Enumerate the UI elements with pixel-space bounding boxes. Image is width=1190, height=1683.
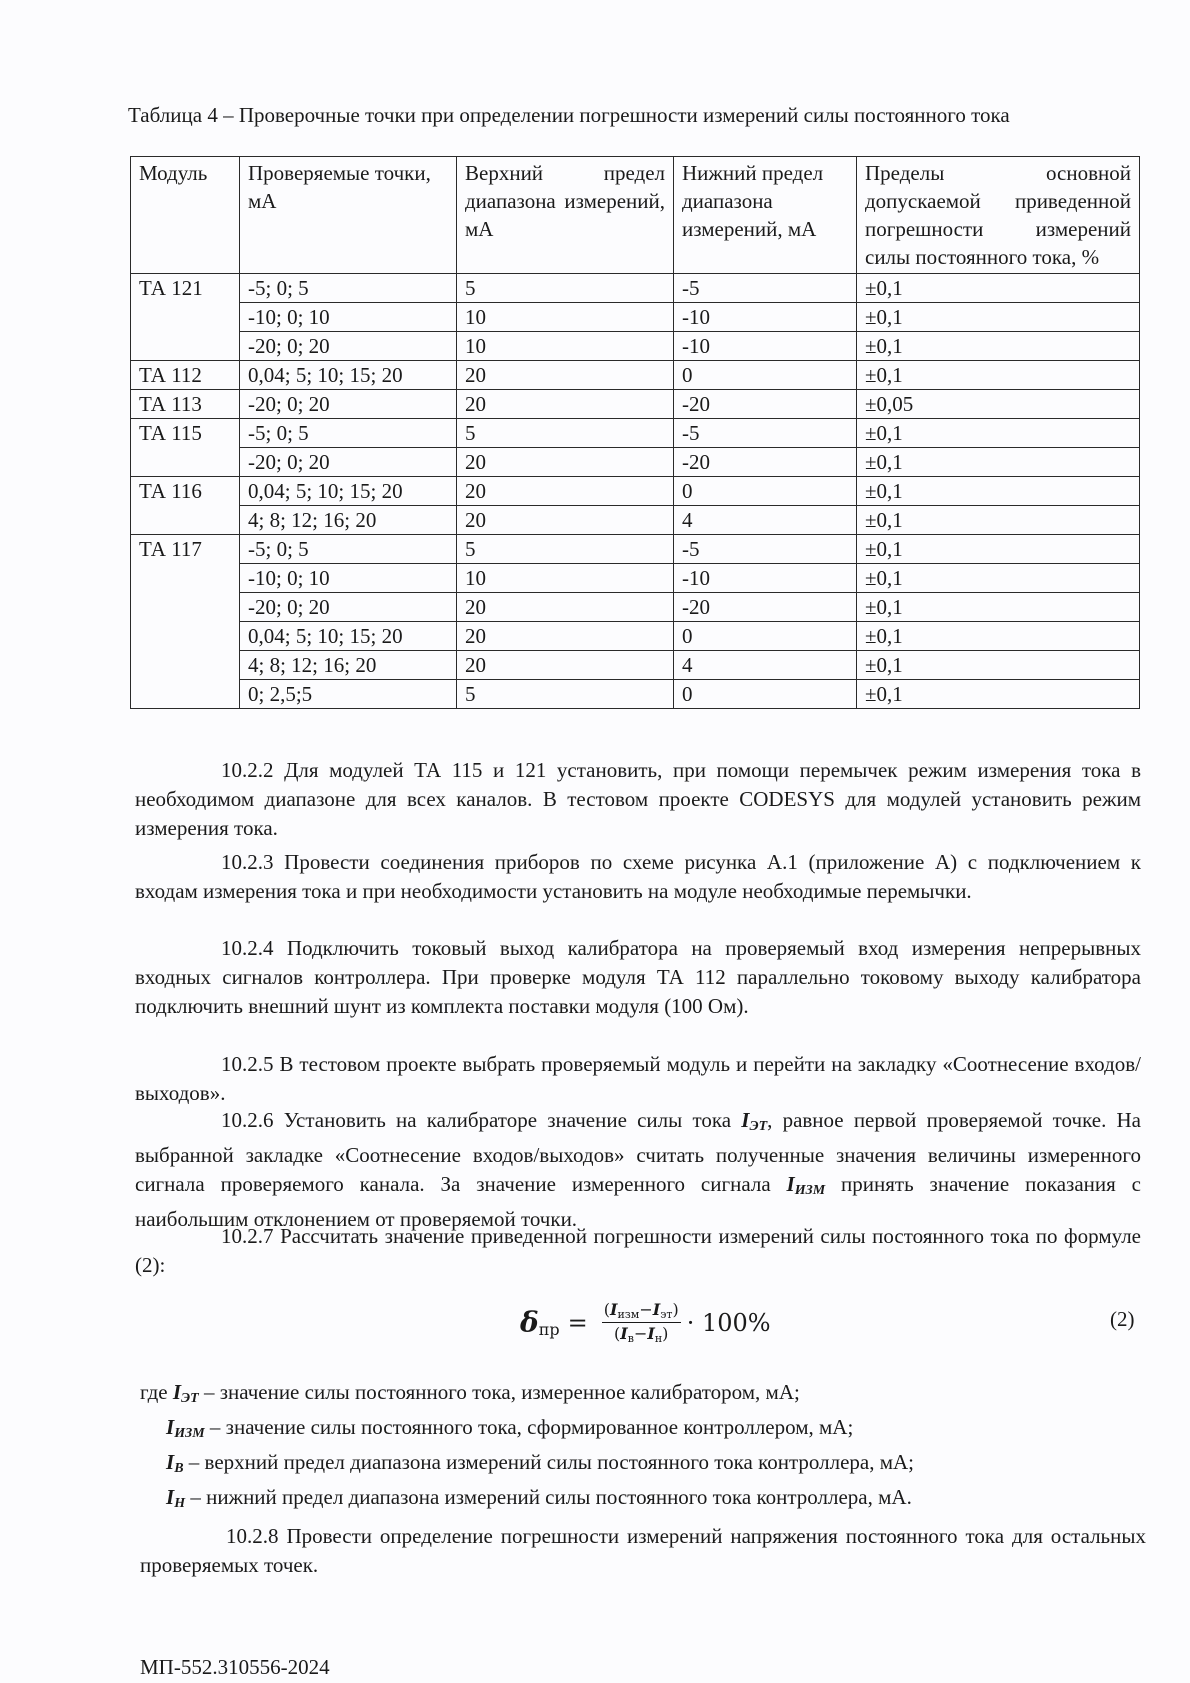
cell-lower: 0 xyxy=(674,622,857,651)
cell-points: -5; 0; 5 xyxy=(240,419,457,448)
table-row xyxy=(131,448,1140,477)
symbol-subscript: изм xyxy=(617,1308,640,1321)
fraction-denominator xyxy=(614,1323,668,1345)
symbol-letter: I xyxy=(166,1415,175,1439)
cell-upper: 10 xyxy=(457,564,674,593)
fraction-numerator xyxy=(602,1300,681,1323)
cell-points: 4; 8; 12; 16; 20 xyxy=(240,651,457,680)
cell-upper: 5 xyxy=(457,419,674,448)
legend-text: – значение силы постоянного тока, сформированное контроллером, мА; xyxy=(204,1415,854,1439)
paragraph-10-2-4 xyxy=(135,934,1141,1021)
cell-lower: -5 xyxy=(674,419,857,448)
header-lower-limit: Нижний предел диапазона измерений, мА xyxy=(674,157,857,274)
cell-points: -20; 0; 20 xyxy=(240,332,457,361)
legend-symbol xyxy=(166,1450,184,1474)
paren: ) xyxy=(662,1324,669,1343)
header-module: Модуль xyxy=(131,157,240,274)
table-row xyxy=(131,506,1140,535)
cell-lower: -20 xyxy=(674,593,857,622)
cell-lower: -5 xyxy=(674,274,857,303)
paren: ( xyxy=(603,1300,610,1319)
table-row xyxy=(131,332,1140,361)
paragraph-text: 10.2.3 Провести соединения приборов по схеме рисунка А.1 (приложение А) с подключением к входам измерения тока и при необходимости установить на модуле необходимые перемычки. xyxy=(135,850,1141,903)
cell-points: -10; 0; 10 xyxy=(240,303,457,332)
table-row xyxy=(131,390,1140,419)
paragraph-10-2-6 xyxy=(135,1106,1141,1234)
cell-error: ±0,1 xyxy=(857,622,1140,651)
cell-upper: 20 xyxy=(457,361,674,390)
symbol-subscript: в xyxy=(627,1332,634,1345)
cell-points: -20; 0; 20 xyxy=(240,448,457,477)
paragraph-text: 10.2.8 Провести определение погрешности измерений напряжения постоянного тока для остальных проверяемых точек. xyxy=(140,1524,1146,1577)
delta-symbol xyxy=(520,1306,560,1339)
legend-text: – верхний предел диапазона измерений силы постоянного тока контроллера, мА; xyxy=(183,1450,914,1474)
legend-symbol xyxy=(173,1380,199,1404)
cell-error: ±0,1 xyxy=(857,419,1140,448)
symbol-subscript: ЭТ xyxy=(181,1391,199,1406)
cell-upper: 20 xyxy=(457,622,674,651)
symbol-letter: I xyxy=(620,1324,628,1343)
symbol-letter: I xyxy=(172,1380,182,1404)
table-row xyxy=(131,274,1140,303)
cell-upper: 5 xyxy=(457,680,674,709)
cell-error: ±0,1 xyxy=(857,506,1140,535)
cell-error: ±0,1 xyxy=(857,361,1140,390)
cell-module: ТА 117 xyxy=(131,535,240,709)
formula-legend xyxy=(140,1378,1140,1518)
cell-upper: 10 xyxy=(457,303,674,332)
fraction xyxy=(602,1300,681,1345)
cell-error: ±0,1 xyxy=(857,564,1140,593)
cell-lower: 0 xyxy=(674,477,857,506)
formula-reduced-error xyxy=(520,1300,771,1345)
cell-error: ±0,1 xyxy=(857,651,1140,680)
cell-points: 0,04; 5; 10; 15; 20 xyxy=(240,361,457,390)
cell-points: -5; 0; 5 xyxy=(240,535,457,564)
document-code-footer: МП-552.310556-2024 xyxy=(140,1655,330,1679)
symbol-subscript: эт xyxy=(660,1308,673,1321)
paragraph-10-2-5 xyxy=(135,1050,1141,1108)
table-row xyxy=(131,680,1140,709)
legend-item xyxy=(140,1413,1140,1448)
cell-points: -5; 0; 5 xyxy=(240,274,457,303)
cell-upper: 20 xyxy=(457,506,674,535)
symbol-letter: I xyxy=(166,1485,175,1509)
table-row xyxy=(131,593,1140,622)
table-row xyxy=(131,564,1140,593)
table-header-row xyxy=(131,157,1140,274)
table-row xyxy=(131,622,1140,651)
symbol-letter: I xyxy=(652,1300,661,1319)
cell-points: 0; 2,5;5 xyxy=(240,680,457,709)
cell-lower: 4 xyxy=(674,651,857,680)
cell-points: 0,04; 5; 10; 15; 20 xyxy=(240,622,457,651)
cell-module: ТА 121 xyxy=(131,274,240,361)
legend-text: – значение силы постоянного тока, измеренное калибратором, мА; xyxy=(198,1380,800,1404)
cell-lower: -10 xyxy=(674,564,857,593)
paren: ( xyxy=(614,1324,621,1343)
cell-upper: 20 xyxy=(457,390,674,419)
cell-lower: -5 xyxy=(674,535,857,564)
table-row xyxy=(131,419,1140,448)
equals-sign: = xyxy=(567,1308,588,1337)
cell-lower: -10 xyxy=(674,303,857,332)
table-row xyxy=(131,477,1140,506)
table-caption: Таблица 4 – Проверочные точки при определении погрешности измерений силы постоянного тока xyxy=(128,103,1010,127)
check-points-table xyxy=(130,156,1140,709)
paragraph-10-2-7 xyxy=(135,1222,1141,1280)
symbol-subscript: н xyxy=(654,1332,663,1345)
legend-prefix: где xyxy=(140,1380,173,1404)
cell-lower: 0 xyxy=(674,361,857,390)
table-row xyxy=(131,361,1140,390)
symbol-letter: I xyxy=(741,1108,750,1132)
cell-error: ±0,1 xyxy=(857,593,1140,622)
legend-item xyxy=(140,1448,1140,1483)
minus-sign: − xyxy=(633,1324,648,1343)
legend-text: – нижний предел диапазона измерений силы постоянного тока контроллера, мА. xyxy=(185,1485,912,1509)
paragraph-text: 10.2.6 Установить на калибраторе значение силы тока xyxy=(221,1108,742,1132)
legend-item xyxy=(140,1483,1140,1518)
symbol-subscript: Н xyxy=(174,1496,186,1511)
header-upper-limit: Верхний предел диапазона измерений, мА xyxy=(457,157,674,274)
cell-points: -10; 0; 10 xyxy=(240,564,457,593)
cell-lower: -10 xyxy=(674,332,857,361)
symbol-i-et xyxy=(741,1108,767,1132)
cell-module: ТА 115 xyxy=(131,419,240,477)
cell-points: 0,04; 5; 10; 15; 20 xyxy=(240,477,457,506)
cell-points: 4; 8; 12; 16; 20 xyxy=(240,506,457,535)
delta-subscript: пр xyxy=(538,1320,560,1339)
paragraph-text: 10.2.2 Для модулей ТА 115 и 121 установить, при помощи перемычек режим измерения тока в необходимом диапазоне для всех каналов. В тестовом проекте CODESYS для модулей установить режим измерения тока. xyxy=(135,758,1141,840)
cell-upper: 20 xyxy=(457,477,674,506)
legend-symbol xyxy=(166,1485,185,1509)
cell-points: -20; 0; 20 xyxy=(240,390,457,419)
cell-module: ТА 116 xyxy=(131,477,240,535)
cell-module: ТА 112 xyxy=(131,361,240,390)
symbol-letter: I xyxy=(647,1324,655,1343)
cell-upper: 5 xyxy=(457,274,674,303)
formula-multiplier: · 100% xyxy=(686,1308,771,1337)
cell-upper: 20 xyxy=(457,448,674,477)
delta-letter: δ xyxy=(520,1306,539,1339)
paragraph-text: принять значение показания с наибольшим отклонением от проверяемой точки. xyxy=(135,1172,1141,1231)
cell-error: ±0,1 xyxy=(857,535,1140,564)
symbol-letter: I xyxy=(786,1172,795,1196)
cell-upper: 10 xyxy=(457,332,674,361)
symbol-letter: I xyxy=(166,1450,175,1474)
cell-module: ТА 113 xyxy=(131,390,240,419)
cell-upper: 20 xyxy=(457,651,674,680)
symbol-subscript: ЭТ xyxy=(749,1119,768,1134)
cell-error: ±0,1 xyxy=(857,477,1140,506)
cell-error: ±0,1 xyxy=(857,303,1140,332)
paragraph-10-2-8 xyxy=(140,1522,1146,1580)
cell-lower: 0 xyxy=(674,680,857,709)
cell-upper: 20 xyxy=(457,593,674,622)
cell-lower: -20 xyxy=(674,390,857,419)
paragraph-text: 10.2.7 Рассчитать значение приведенной погрешности измерений силы постоянного тока по формуле (2): xyxy=(135,1224,1141,1277)
cell-error: ±0,1 xyxy=(857,274,1140,303)
table-row xyxy=(131,535,1140,564)
paragraph-10-2-3 xyxy=(135,848,1141,906)
minus-sign: − xyxy=(639,1300,653,1319)
table-row xyxy=(131,651,1140,680)
cell-error: ±0,05 xyxy=(857,390,1140,419)
cell-error: ±0,1 xyxy=(857,332,1140,361)
equation-number: (2) xyxy=(1110,1307,1135,1331)
paragraph-text: 10.2.5 В тестовом проекте выбрать проверяемый модуль и перейти на закладку «Соотнесение входов/выходов». xyxy=(135,1052,1141,1105)
legend-item xyxy=(140,1378,1140,1413)
header-error-limits: Пределы основной допускаемой приведенной погрешности измерений силы постоянного тока, % xyxy=(857,157,1140,274)
cell-lower: 4 xyxy=(674,506,857,535)
symbol-subscript: В xyxy=(174,1461,184,1476)
header-points: Проверяемые точки, мА xyxy=(240,157,457,274)
legend-symbol xyxy=(166,1415,205,1439)
symbol-letter: I xyxy=(609,1300,618,1319)
paragraph-text: 10.2.4 Подключить токовый выход калибратора на проверяемый вход измерения непрерывных входных сигналов контроллера. При проверке модуля ТА 112 параллельно токовому выходу калибратора подключить внешний шунт из комплекта поставки модуля (100 Ом). xyxy=(135,936,1141,1018)
symbol-subscript: ИЗМ xyxy=(794,1183,826,1198)
cell-upper: 5 xyxy=(457,535,674,564)
table-row xyxy=(131,303,1140,332)
cell-error: ±0,1 xyxy=(857,680,1140,709)
cell-lower: -20 xyxy=(674,448,857,477)
cell-points: -20; 0; 20 xyxy=(240,593,457,622)
cell-error: ±0,1 xyxy=(857,448,1140,477)
symbol-i-izm xyxy=(787,1172,826,1196)
paren: ) xyxy=(672,1300,679,1319)
paragraph-10-2-2 xyxy=(135,756,1141,843)
paragraph-text: , равное первой проверяемой точке. На выбранной закладке «Соотнесение входов/выходов» считать полученные значения величины измеренного сигнала проверяемого канала. За значение измеренного сигнала xyxy=(135,1108,1141,1196)
symbol-subscript: ИЗМ xyxy=(174,1426,205,1441)
